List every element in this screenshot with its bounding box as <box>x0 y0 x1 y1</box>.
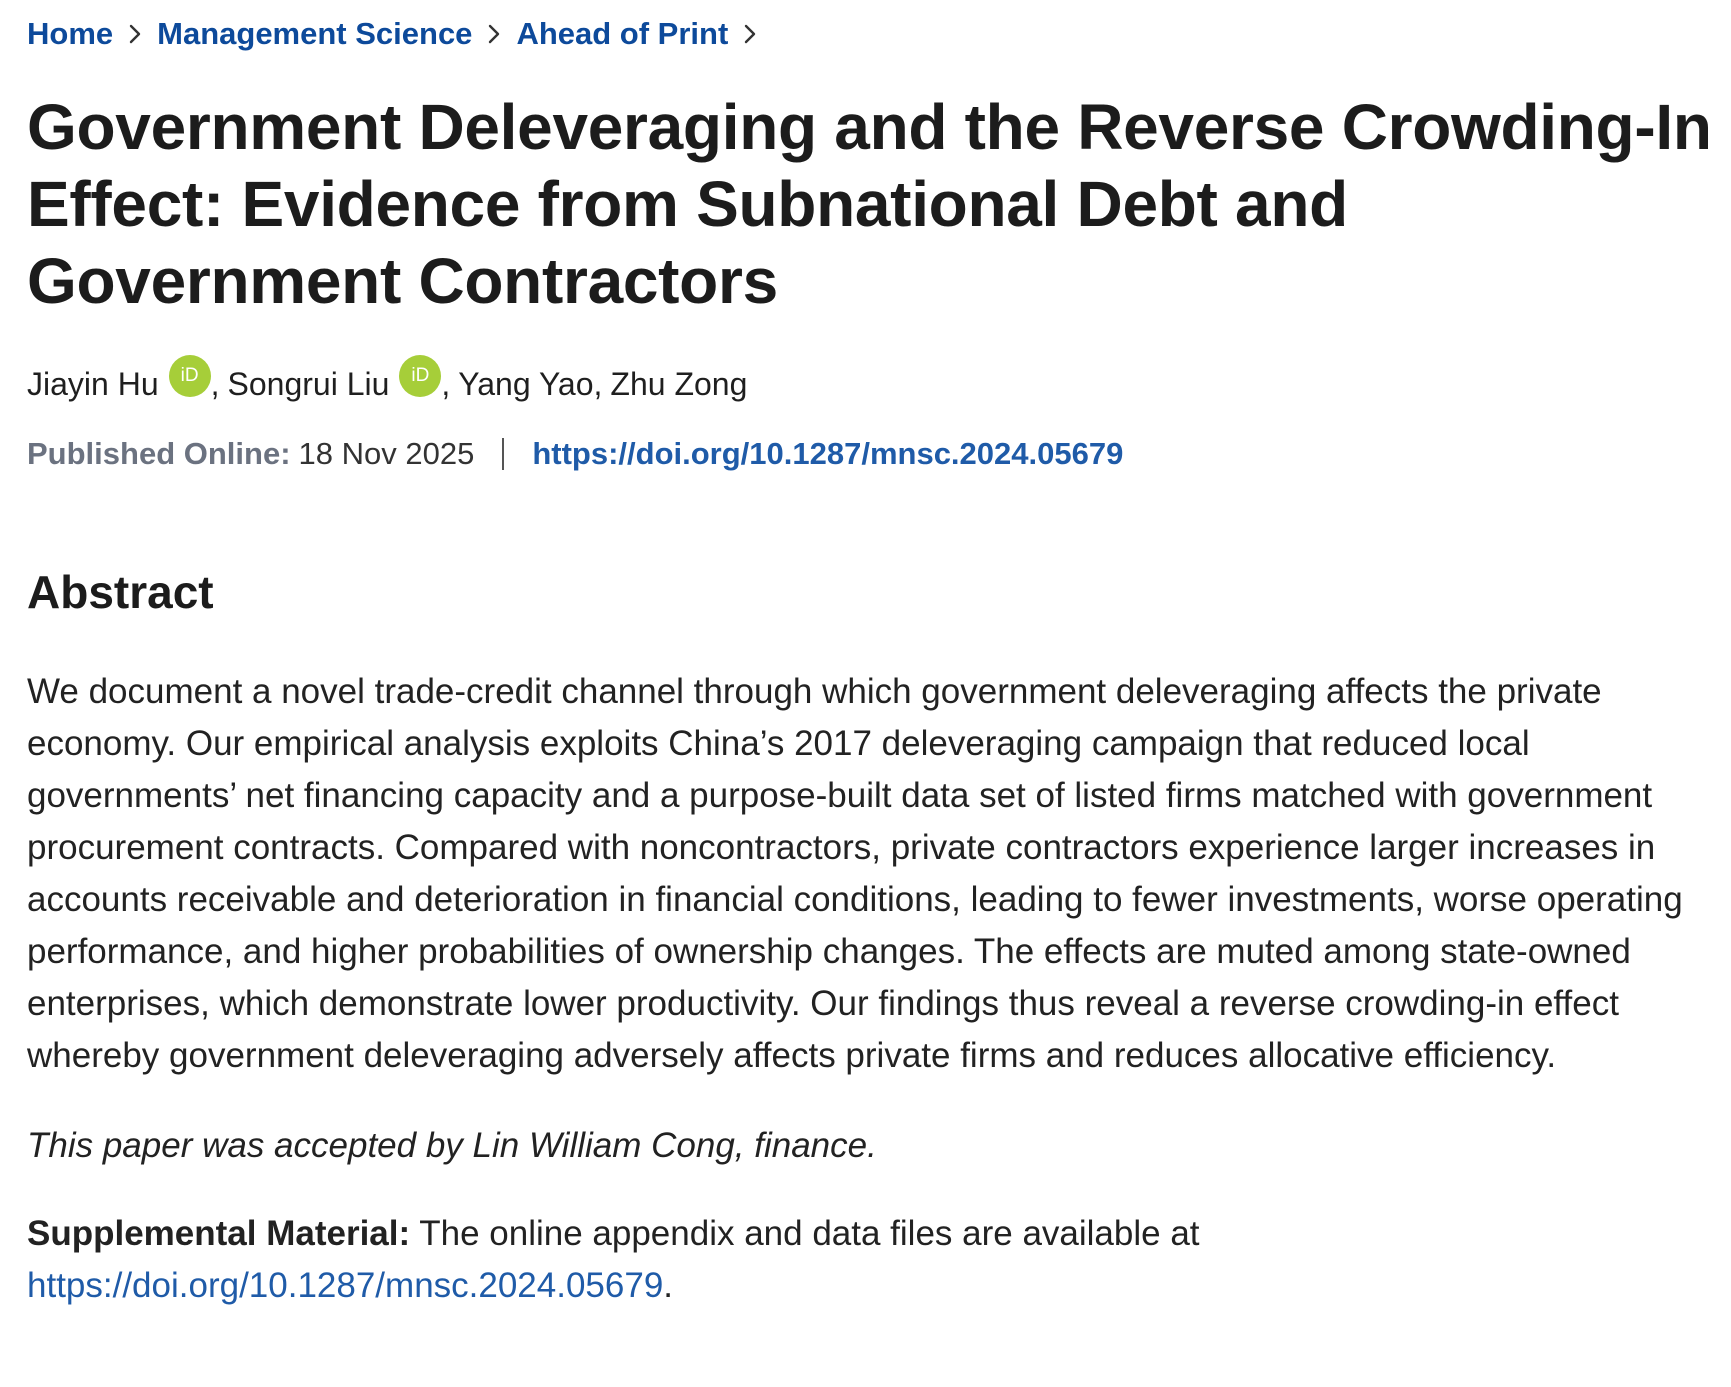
author-name[interactable]: Yang Yao <box>458 365 594 402</box>
breadcrumb-home-link[interactable]: Home <box>27 16 114 51</box>
author-name[interactable]: Jiayin Hu <box>27 365 159 402</box>
orcid-icon[interactable]: iD <box>399 355 441 397</box>
published-date: 18 Nov 2025 <box>298 436 475 471</box>
breadcrumb-ahead-of-print-link[interactable]: Ahead of Print <box>516 16 729 51</box>
author-separator: , <box>593 365 603 402</box>
breadcrumb-journal-link[interactable]: Management Science <box>157 16 473 51</box>
author-list <box>27 362 1704 406</box>
author-name[interactable]: Zhu Zong <box>610 365 748 402</box>
published-online-label: Published Online: <box>27 436 291 471</box>
breadcrumb <box>27 17 1704 51</box>
author-separator: , <box>441 365 451 402</box>
article-page <box>0 17 1731 1387</box>
supplemental-doi-link[interactable]: https://doi.org/10.1287/mnsc.2024.05679 <box>27 1266 664 1305</box>
meta-divider <box>502 438 504 470</box>
supplemental-text: The online appendix and data files are available at <box>419 1214 1200 1253</box>
doi-link[interactable]: https://doi.org/10.1287/mnsc.2024.05679 <box>532 436 1124 471</box>
chevron-right-icon <box>728 17 772 51</box>
abstract-heading: Abstract <box>27 566 214 618</box>
publication-meta <box>27 434 1704 474</box>
accepted-note: This paper was accepted by Lin William Cong, finance. <box>27 1126 877 1165</box>
supplemental-material <box>27 1208 1717 1312</box>
author-separator: , <box>210 365 220 402</box>
article-title: Government Deleveraging and the Reverse Crowding-In Effect: Evidence from Subnational Debt and Government Contractors <box>27 91 1712 317</box>
chevron-right-icon <box>472 17 516 51</box>
supplemental-label: Supplemental Material: <box>27 1214 411 1253</box>
author-name[interactable]: Songrui Liu <box>227 365 390 402</box>
chevron-right-icon <box>113 17 157 51</box>
orcid-icon[interactable]: iD <box>169 355 211 397</box>
supplemental-period: . <box>663 1266 674 1305</box>
abstract-text: We document a novel trade-credit channel through which government deleveraging affects the private economy. Our empirical analysis exploits China’s 2017 deleveraging campaign that reduced local governments’ net financing capacity and a purpose-built data set of listed firms matched with government procurement contracts. Compared with noncontractors, private contractors experience larger increases in accounts receivable and deterioration in financial conditions, leading to fewer investments, worse operating performance, and higher probabilities of ownership changes. The effects are muted among state-owned enterprises, which demonstrate lower productivity. Our findings thus reveal a reverse crowding-in effect whereby government deleveraging adversely affects private firms and reduces allocative efficiency. <box>27 672 1683 1075</box>
